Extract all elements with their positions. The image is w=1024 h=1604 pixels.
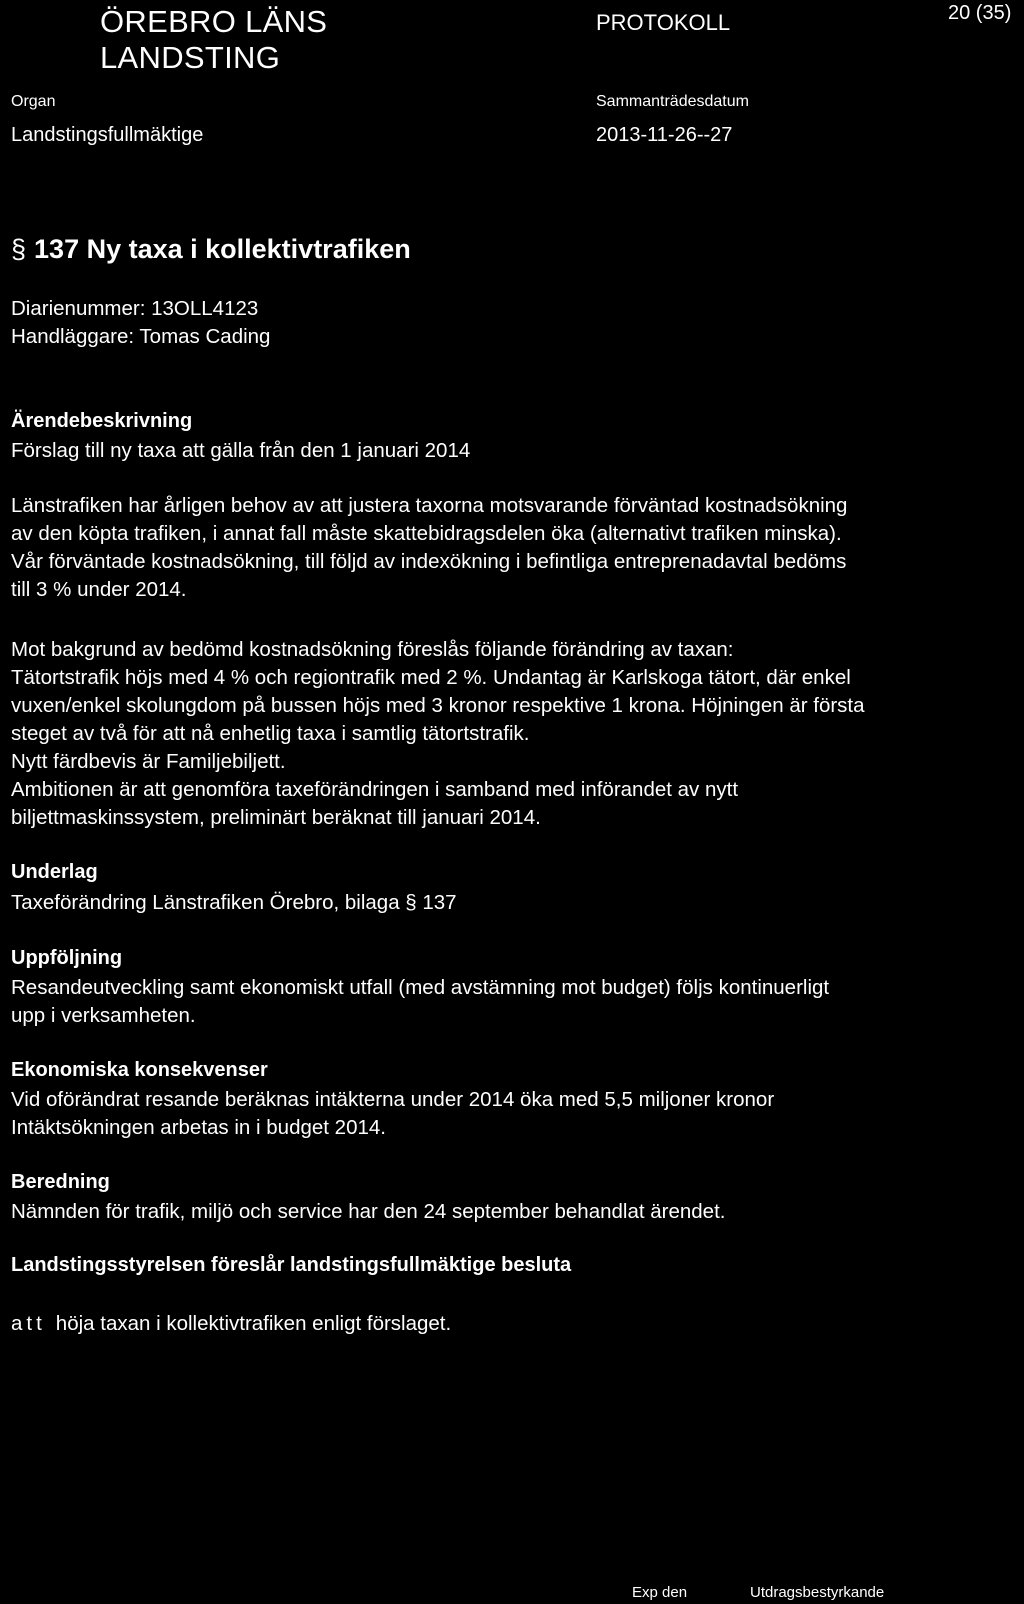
decision-text [11,1310,451,1338]
text-line: Vår förväntade kostnadsökning, till följd av indexökning i befintliga entreprenadavtal bedöms [11,550,847,573]
exp-date-label: Exp den [632,1584,688,1601]
arendebeskrivning-text [11,437,470,465]
heading-arendebeskrivning: Ärendebeskrivning [11,410,193,432]
text-line: biljettmaskinssystem, preliminärt beräknat till januari 2014. [11,806,541,829]
att-marker: att [11,1312,46,1335]
text-line: Tätortstrafik höjs med 4 % och regiontrafik med 2 %. Undantag är Karlskoga tätort, där enkel [11,666,851,689]
section-title [11,234,411,265]
diary-number: Diarienummer: 13OLL4123 [11,297,259,320]
text-line: till 3 % under 2014. [11,578,187,601]
text-line: Vid oförändrat resande beräknas intäkterna under 2014 öka med 5,5 miljoner kronor [11,1088,775,1111]
page-number: 20 (35) [948,2,1012,24]
meeting-date-value: 2013-11-26--27 [596,124,733,146]
heading-underlag: Underlag [11,861,98,883]
beredning-text [11,1198,725,1226]
text-line: Förslag till ny taxa att gälla från den 1 januari 2014 [11,439,471,462]
heading-ekonomiska-konsekvenser: Ekonomiska konsekvenser [11,1059,268,1081]
uppfoljning-text [11,974,829,1030]
heading-uppfoljning: Uppföljning [11,947,123,969]
text-line: Ambitionen är att genomföra taxeförändringen i samband med införandet av nytt [11,778,739,801]
paragraph-tax-change [11,636,865,832]
text-line: Intäktsökningen arbetas in i budget 2014. [11,1116,386,1139]
organ-value: Landstingsfullmäktige [11,124,204,146]
extract-certification-label: Utdragsbestyrkande [750,1584,885,1601]
text-line: Nämnden för trafik, miljö och service har den 24 september behandlat ärendet. [11,1200,726,1223]
underlag-text [11,889,457,917]
text-line: Nytt färdbevis är Familjebiljett. [11,750,286,773]
text-line: Länstrafiken har årligen behov av att justera taxorna motsvarande förväntad kostnadsökning [11,494,848,517]
decision-statement: höja taxan i kollektivtrafiken enligt förslaget. [55,1312,452,1335]
text-line: steget av två för att nå enhetlig taxa i samtlig tätortstrafik. [11,722,530,745]
text-line: Resandeutveckling samt ekonomiskt utfall (med avstämning mot budget) följs kontinuerligt [11,976,830,999]
ekonomiska-text [11,1086,774,1142]
section-title-text: 137 Ny taxa i kollektivtrafiken [34,234,411,264]
section-sign: § [11,234,27,264]
organ-label: Organ [11,93,56,110]
meeting-date-label: Sammanträdesdatum [596,93,749,110]
org-name-line2: LANDSTING [100,40,281,75]
document-type: PROTOKOLL [596,10,731,35]
org-name-line1: ÖREBRO LÄNS [100,4,328,39]
heading-beredning: Beredning [11,1171,110,1193]
text-line: Mot bakgrund av bedömd kostnadsökning föreslås följande förändring av taxan: [11,638,734,661]
text-line: upp i verksamheten. [11,1004,196,1027]
paragraph-cost-increase [11,492,847,604]
text-line: Taxeförändring Länstrafiken Örebro, bilaga § 137 [11,891,457,914]
text-line: vuxen/enkel skolungdom på bussen höjs med 3 kronor respektive 1 krona. Höjningen är första [11,694,865,717]
text-line: av den köpta trafiken, i annat fall måste skattebidragsdelen öka (alternativt trafiken minska). [11,522,842,545]
heading-decision: Landstingsstyrelsen föreslår landstingsfullmäktige besluta [11,1254,572,1276]
handler: Handläggare: Tomas Cading [11,325,271,348]
